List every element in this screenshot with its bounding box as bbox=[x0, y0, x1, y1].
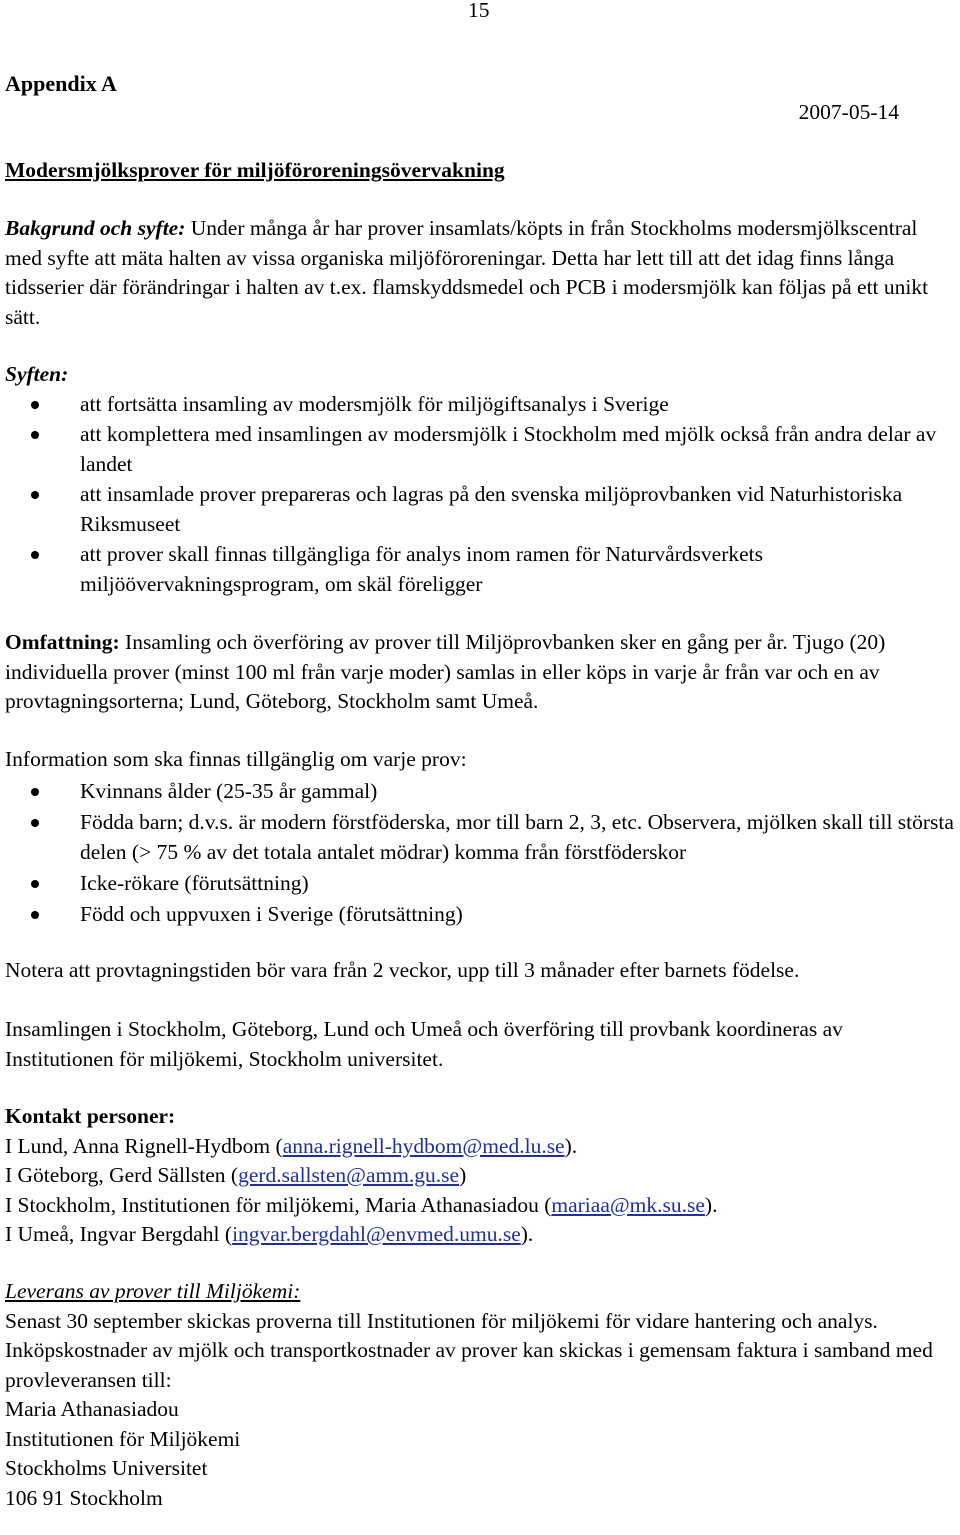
appendix-heading: Appendix A bbox=[5, 71, 117, 96]
list-item-text: att insamlade prover prepareras och lagras på den svenska miljöprovbanken vid Naturhistoriska Riksmuseet bbox=[80, 482, 903, 536]
contact-line bbox=[5, 1191, 955, 1221]
list-item-text: Född och uppvuxen i Sverige (förutsättning) bbox=[80, 901, 463, 926]
background-paragraph bbox=[5, 214, 955, 332]
list-item bbox=[5, 808, 955, 867]
delivery-heading: Leverans av prover till Miljökemi: bbox=[5, 1279, 301, 1303]
list-item bbox=[5, 777, 955, 807]
scope-label: Omfattning: bbox=[5, 630, 120, 654]
list-item bbox=[5, 869, 955, 899]
list-item bbox=[5, 900, 955, 930]
contacts-heading: Kontakt personer: bbox=[5, 1104, 176, 1128]
note-paragraph: Notera att provtagningstiden bör vara från 2 veckor, upp till 3 månader efter barnets födelse. bbox=[5, 958, 800, 982]
bullet-icon bbox=[31, 401, 39, 409]
contact-text: ). bbox=[520, 1222, 534, 1246]
coordination-section bbox=[5, 1015, 955, 1074]
contact-text: I Lund, Anna Rignell-Hydbom ( bbox=[5, 1133, 283, 1158]
contact-email-link[interactable]: gerd.sallsten@amm.gu.se bbox=[238, 1163, 460, 1187]
contact-text: ). bbox=[704, 1192, 718, 1217]
information-section bbox=[5, 745, 955, 929]
list-item-text: att fortsätta insamling av modersmjölk för miljögiftsanalys i Sverige bbox=[80, 391, 669, 416]
scope-text: Insamling och överföring av prover till Miljöprovbanken sker en gång per år. Tjugo (20) individuella prover (minst 100 ml från varje moder) samlas in eller köps in varje år från var och en av provtagningsorterna; Lund, Göteborg, Stockholm samt Umeå. bbox=[5, 630, 886, 713]
document-date: 2007-05-14 bbox=[798, 100, 899, 124]
note-section bbox=[5, 956, 955, 986]
contact-email-link[interactable]: ingvar.bergdahl@envmed.umu.se bbox=[232, 1222, 521, 1246]
contact-text: ). bbox=[564, 1133, 578, 1158]
bullet-icon bbox=[31, 551, 39, 559]
delivery-paragraph: Senast 30 september skickas proverna till Institutionen för miljökemi för vidare hantering och analys. bbox=[5, 1308, 878, 1333]
contact-text: I Göteborg, Gerd Sällsten ( bbox=[5, 1163, 239, 1187]
delivery-section bbox=[5, 1277, 955, 1513]
scope-section bbox=[5, 628, 955, 717]
list-item bbox=[5, 390, 955, 420]
address-line: Institutionen för Miljökemi bbox=[5, 1426, 241, 1451]
contact-text: I Umeå, Ingvar Bergdahl ( bbox=[5, 1222, 233, 1246]
contact-email-link[interactable]: mariaa@mk.su.se bbox=[551, 1192, 705, 1217]
address-line: 106 91 Stockholm bbox=[5, 1485, 163, 1510]
bullet-icon bbox=[31, 491, 39, 499]
list-item-text: Icke-rökare (förutsättning) bbox=[80, 871, 309, 895]
list-item-text: att komplettera med insamlingen av modersmjölk i Stockholm med mjölk också från andra delar av landet bbox=[80, 422, 937, 476]
list-item-text: Kvinnans ålder (25-35 år gammal) bbox=[80, 778, 378, 803]
scope-paragraph bbox=[5, 628, 955, 717]
contact-text: I Stockholm, Institutionen för miljökemi, Maria Athanasiadou ( bbox=[5, 1192, 552, 1217]
bullet-icon bbox=[31, 788, 39, 796]
document-title: Modersmjölksprover för miljöföroreningsövervakning bbox=[5, 158, 505, 182]
purposes-list bbox=[5, 390, 955, 600]
bullet-icon bbox=[31, 819, 39, 827]
coordination-paragraph: Insamlingen i Stockholm, Göteborg, Lund och Umeå och överföring till provbank koordineras av Institutionen för miljökemi, Stockholm universitet. bbox=[5, 1017, 843, 1071]
information-heading: Information som ska finnas tillgänglig om varje prov: bbox=[5, 747, 467, 771]
contact-line bbox=[5, 1220, 955, 1250]
list-item-text: att prover skall finnas tillgängliga för analys inom ramen för Naturvårdsverkets miljöövervakningsprogram, om skäl föreligger bbox=[80, 542, 764, 596]
background-text: Under många år har prover insamlats/köpts in från Stockholms modersmjölkscentral med syfte att mäta halten av vissa organiska miljöföroreningar. Detta har lett till att det idag finns långa tidsserier där förändringar i halten av t.ex. flamskyddsmedel och PCB i modersmjölk kan följas på ett unikt sätt. bbox=[5, 216, 929, 329]
contact-text: ) bbox=[459, 1163, 467, 1187]
address-line: Maria Athanasiadou bbox=[5, 1397, 179, 1421]
page-number: 15 bbox=[468, 0, 490, 22]
contacts-section bbox=[5, 1102, 955, 1250]
list-item bbox=[5, 480, 955, 539]
list-item bbox=[5, 420, 955, 479]
information-list bbox=[5, 777, 955, 930]
purposes-section bbox=[5, 360, 955, 599]
background-label: Bakgrund och syfte: bbox=[5, 216, 186, 240]
bullet-icon bbox=[31, 431, 39, 439]
delivery-paragraph: Inköpskostnader av mjölk och transportkostnader av prover kan skickas i gemensam faktura i samband med provleveransen till: bbox=[5, 1338, 933, 1392]
list-item bbox=[5, 540, 955, 599]
contact-line bbox=[5, 1132, 955, 1162]
bullet-icon bbox=[31, 911, 39, 919]
contact-email-link[interactable]: anna.rignell-hydbom@med.lu.se bbox=[282, 1133, 565, 1158]
background-section bbox=[5, 214, 955, 332]
bullet-icon bbox=[31, 880, 39, 888]
purposes-label: Syften: bbox=[5, 362, 69, 386]
contact-line bbox=[5, 1161, 955, 1191]
list-item-text: Födda barn; d.v.s. är modern förstföderska, mor till barn 2, 3, etc. Observera, mjölken skall till största delen (> 75 % av det totala antalet mödrar) komma från förstföderskor bbox=[80, 810, 954, 864]
address-line: Stockholms Universitet bbox=[5, 1456, 208, 1480]
